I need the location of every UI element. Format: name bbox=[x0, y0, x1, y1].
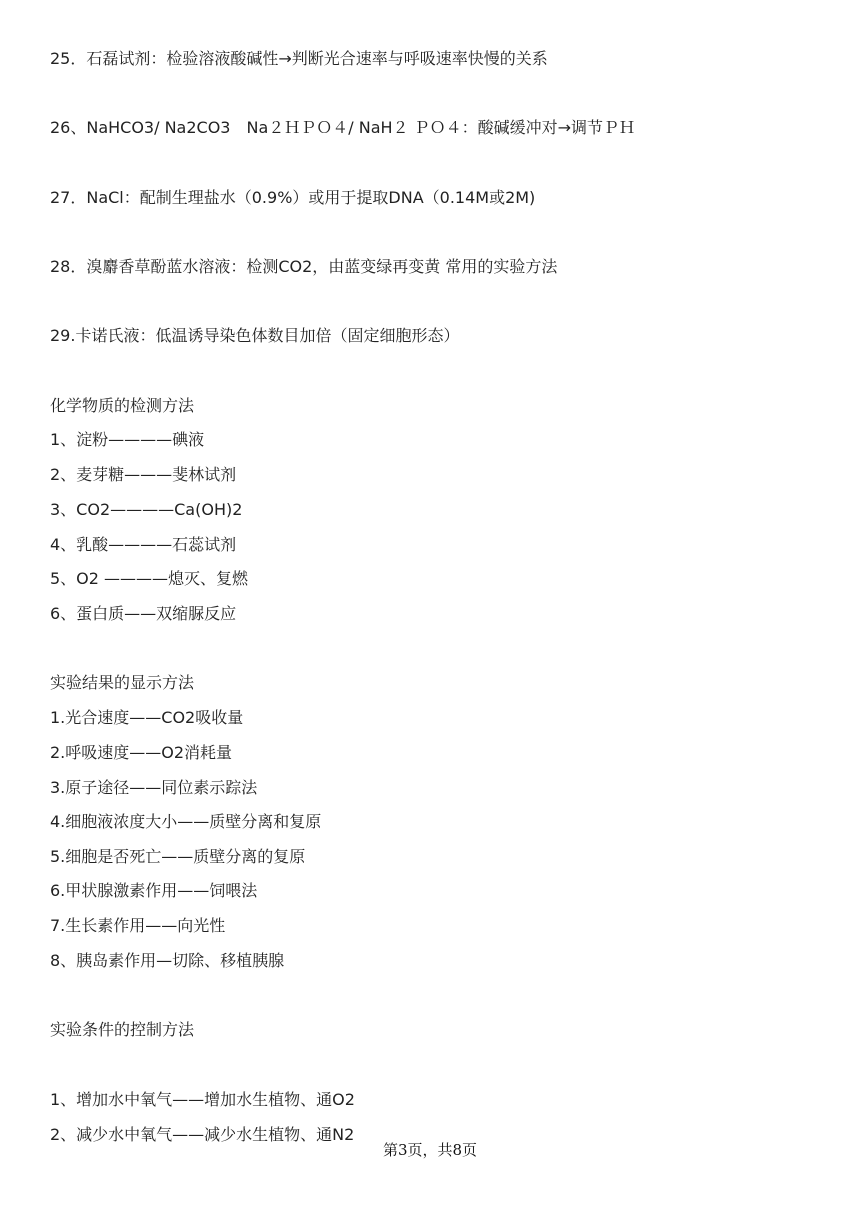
list-item: 5、O2 ————熄灭、复燃 bbox=[50, 569, 249, 588]
section-heading-detection: 化学物质的检测方法 bbox=[50, 396, 195, 415]
list-item: 6、蛋白质——双缩脲反应 bbox=[50, 604, 237, 623]
section-heading-display: 实验结果的显示方法 bbox=[50, 673, 195, 692]
list-item: 7.生长素作用——向光性 bbox=[50, 916, 226, 935]
section-heading-control: 实验条件的控制方法 bbox=[50, 1020, 195, 1039]
list-item: 1.光合速度——CO2吸收量 bbox=[50, 708, 244, 727]
page-number-footer: 第3页，共8页 bbox=[382, 1141, 478, 1159]
list-item: 8、胰岛素作用—切除、移植胰腺 bbox=[50, 951, 285, 970]
item-25: 25．石磊试剂：检验溶液酸碱性→判断光合速率与呼吸速率快慢的关系 bbox=[50, 49, 548, 68]
list-item: 4.细胞液浓度大小——质壁分离和复原 bbox=[50, 812, 322, 831]
list-item: 3.原子途径——同位素示踪法 bbox=[50, 778, 258, 797]
list-item: 6.甲状腺激素作用——饲喂法 bbox=[50, 881, 258, 900]
list-item: 1、淀粉————碘液 bbox=[50, 430, 205, 449]
item-28: 28．溴麝香草酚蓝水溶液：检测CO2，由蓝变绿再变黄 常用的实验方法 bbox=[50, 257, 558, 276]
list-item: 3、CO2————Ca(OH)2 bbox=[50, 500, 243, 519]
list-item: 5.细胞是否死亡——质壁分离的复原 bbox=[50, 847, 306, 866]
item-26: 26、NaHCO3/ Na2CO3 Na２ＨＰＯ４/ NaH２ ＰＯ４：酸碱缓冲对→调节ＰＨ bbox=[50, 118, 636, 137]
list-item: 4、乳酸————石蕊试剂 bbox=[50, 535, 237, 554]
item-27: 27．NaCl：配制生理盐水（0.9%）或用于提取DNA（0.14M或2M) bbox=[50, 188, 536, 207]
item-29: 29.卡诺氏液：低温诱导染色体数目加倍（固定细胞形态） bbox=[50, 326, 460, 345]
list-item: 1、增加水中氧气——增加水生植物、通O2 bbox=[50, 1090, 355, 1109]
list-item: 2、麦芽糖———斐林试剂 bbox=[50, 465, 237, 484]
list-item: 2、减少水中氧气——减少水生植物、通N2 bbox=[50, 1125, 355, 1144]
list-item: 2.呼吸速度——O2消耗量 bbox=[50, 743, 233, 762]
